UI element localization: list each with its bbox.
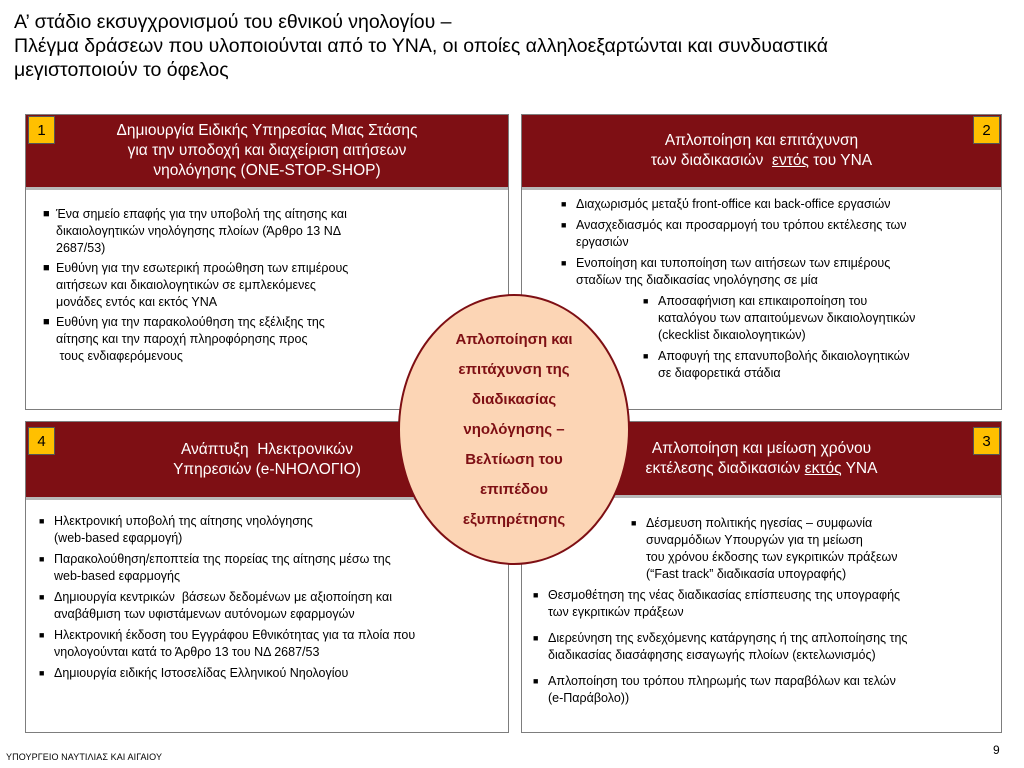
list-item [36,665,415,682]
bullet-square-icon: ■ [533,633,539,643]
bullet-square-icon: ■ [533,676,539,686]
bullet-square-icon: ■ [39,516,45,526]
list-item [628,515,907,583]
list-item [40,206,348,257]
title-line-3: μεγιστοποιούν το όφελος [14,59,229,81]
list-item-line: Απλοποίηση του τρόπου πληρωμής των παραβόλων και τελών [548,674,896,688]
list-item-line: των εγκριτικών πράξεων [548,605,684,619]
list-item-line: Ηλεκτρονική έκδοση του Εγγράφου Εθνικότητας για τα πλοία που [54,628,416,642]
panel-1-header-line: για την υποδοχή και διαχείριση αιτήσεων [127,142,407,159]
title-line-1: Α’ στάδιο εκσυγχρονισμού του εθνικού νηολογίου – [14,11,452,33]
list-item-line: (ckecklist δικαιολογητικών) [658,328,806,342]
list-item-line: Ευθύνη για την εσωτερική προώθηση των επιμέρους [56,261,349,275]
list-item-line: συναρμόδιων Υπουργών για τη μείωση [646,533,863,547]
list-item-line: Δημιουργία ειδικής Ιστοσελίδας Ελληνικού Νηολογίου [54,666,349,680]
bullet-square-icon: ■ [39,668,45,678]
bullet-square-icon: ■ [533,590,539,600]
header-underlined-text: εντός [772,152,809,169]
list-item [36,627,415,661]
panel-4-number-badge: 4 [28,427,55,455]
central-goal-line: διαδικασίας [471,390,557,408]
panel-2-header [522,115,1001,190]
list-item [40,260,348,311]
bullet-square-icon: ■ [643,296,649,306]
list-item [530,630,907,664]
list-item-line: Ένα σημείο επαφής για την υποβολή της αίτησης και [56,207,347,221]
list-item [530,587,907,621]
header-text: ΥΝΑ [841,459,878,477]
list-item-line: Παρακολούθηση/εποπτεία της πορείας της αίτησης μέσω της [54,552,391,566]
panel-3-number-badge: 3 [973,427,1000,455]
panel-2-number-badge: 2 [973,116,1000,144]
list-item-line: Ευθύνη για την παρακολούθηση της εξέλιξης της [56,315,325,329]
bullet-square-icon: ■ [39,554,45,564]
list-item-line: σε διαφορετικά στάδια [658,366,781,380]
page-number: 9 [993,743,1000,757]
bullet-square-icon: ■ [43,262,50,274]
panel-4-header-line: Υπηρεσιών (e-ΝΗΟΛΟΓΙΟ) [173,460,361,478]
list-item-line: Θεσμοθέτηση της νέας διαδικασίας επίσπευσης της υπογραφής [548,588,901,602]
panel-3-list [530,515,907,711]
panel-1-header-line: νηολόγησης (ONE-STOP-SHOP) [153,162,381,179]
panel-4-header-line: Ανάπτυξη Ηλεκτρονικών [180,440,353,458]
list-item-line: αναβάθμιση των υφιστάμενων αυτόνομων εφαρμογών [54,607,355,621]
list-item [36,589,415,623]
title-line-2: Πλέγμα δράσεων που υλοποιούνται από το ΥΝΑ, οι οποίες αλληλοεξαρτώνται και συνδυαστικά [14,35,829,57]
sub-list-item [640,293,915,344]
list-item-line: σταδίων της διαδικασίας νηολόγησης σε μία [576,273,818,287]
central-goal-line: επιπέδου [479,480,548,498]
list-item [558,217,915,251]
slide-title [14,10,1014,82]
panel-1-number-badge: 1 [28,116,55,144]
list-item-line: web-based εφαρμογής [54,569,181,583]
central-goal-line: εξυπηρέτησης [462,510,566,528]
list-item-line: Δημιουργία κεντρικών βάσεων δεδομένων με αξιοποίηση και [54,590,392,604]
bullet-square-icon: ■ [43,208,50,220]
panel-1-header-line: Δημιουργία Ειδικής Υπηρεσίας Μιας Στάσης [116,122,418,139]
header-underlined-text: εκτός [804,459,842,477]
list-item [36,551,415,585]
list-item-line: Ανασχεδιασμός και προσαρμογή του τρόπου εκτέλεσης των [576,218,907,232]
list-item-line: του χρόνου έκδοσης των εγκριτικών πράξεων [646,550,898,564]
header-text: εκτέλεσης διαδικασιών [645,459,805,477]
sub-list-item [640,348,915,382]
bullet-square-icon: ■ [561,220,567,230]
list-item-line: εργασιών [576,235,629,249]
list-item-line: τους ενδιαφερόμενους [56,349,183,363]
bullet-square-icon: ■ [39,630,45,640]
list-item-line: δικαιολογητικών νηολόγησης πλοίων (Άρθρο 13 ΝΔ [56,224,342,238]
bullet-square-icon: ■ [561,258,567,268]
list-item [558,196,915,213]
list-item [40,314,348,365]
panel-2-header-line [651,151,872,171]
header-text: των διαδικασιών [650,152,773,169]
panel-3-header-line [646,459,878,479]
bullet-square-icon: ■ [39,592,45,602]
list-item-line: καταλόγου των απαιτούμενων δικαιολογητικών [658,311,916,325]
bullet-square-icon: ■ [643,351,649,361]
central-goal-line: Βελτίωση του [465,450,563,468]
list-item-line: 2687/53) [56,241,106,255]
panel-3-header-line: Απλοποίηση και μείωση χρόνου [651,439,872,457]
list-item-line: Διαχωρισμός μεταξύ front-office και back-office εργασιών [576,197,891,211]
bullet-square-icon: ■ [561,199,567,209]
list-item-line: Αποσαφήνιση και επικαιροποίηση του [658,294,868,308]
list-item-line: (e-Παράβολο)) [548,691,630,705]
list-item-line: αίτησης και την παροχή πληροφόρησης προς [56,332,308,346]
list-item-line: (web-based εφαρμογή) [54,531,183,545]
central-goal-line: Απλοποίηση και [455,330,573,348]
list-item [36,513,415,547]
list-item-line: Αποφυγή της επανυποβολής δικαιολογητικών [658,349,910,363]
list-item-line: Ενοποίηση και τυποποίηση των αιτήσεων των επιμέρους [576,256,891,270]
bullet-square-icon: ■ [43,316,50,328]
list-item-line: Ηλεκτρονική υποβολή της αίτησης νηολόγησης [54,514,313,528]
list-item-line: Δέσμευση πολιτικής ηγεσίας – συμφωνία [646,516,873,530]
list-item-line: Διερεύνηση της ενδεχόμενης κατάργησης ή της απλοποίησης της [548,631,908,645]
footer-ministry: ΥΠΟΥΡΓΕΙΟ ΝΑΥΤΙΛΙΑΣ ΚΑΙ ΑΙΓΑΙΟΥ [6,752,163,762]
list-item-line: διαδικασίας διασάφησης εισαγωγής πλοίων (εκτελωνισμός) [548,648,876,662]
panel-1-header [26,115,508,190]
list-item [558,255,915,289]
list-item [530,673,907,707]
list-item-line: μονάδες εντός και εκτός ΥΝΑ [56,295,218,309]
central-goal-ellipse [398,294,630,565]
panel-4-list [36,513,415,686]
list-item-line: (“Fast track” διαδικασία υπογραφής) [646,567,847,581]
panel-2-header-line: Απλοποίηση και επιτάχυνση [664,132,859,149]
central-goal-line: επιτάχυνση της [458,360,570,378]
central-goal-line: νηολόγησης – [463,420,565,438]
bullet-square-icon: ■ [631,518,637,528]
list-item-line: αιτήσεων και δικαιολογητικών σε εμπλεκόμενες [56,278,316,292]
header-text: του ΥΝΑ [808,152,873,169]
panel-1-list [40,206,348,368]
list-item-line: νηολογούνται κατά το Άρθρο 13 του ΝΔ 2687/53 [54,645,320,659]
